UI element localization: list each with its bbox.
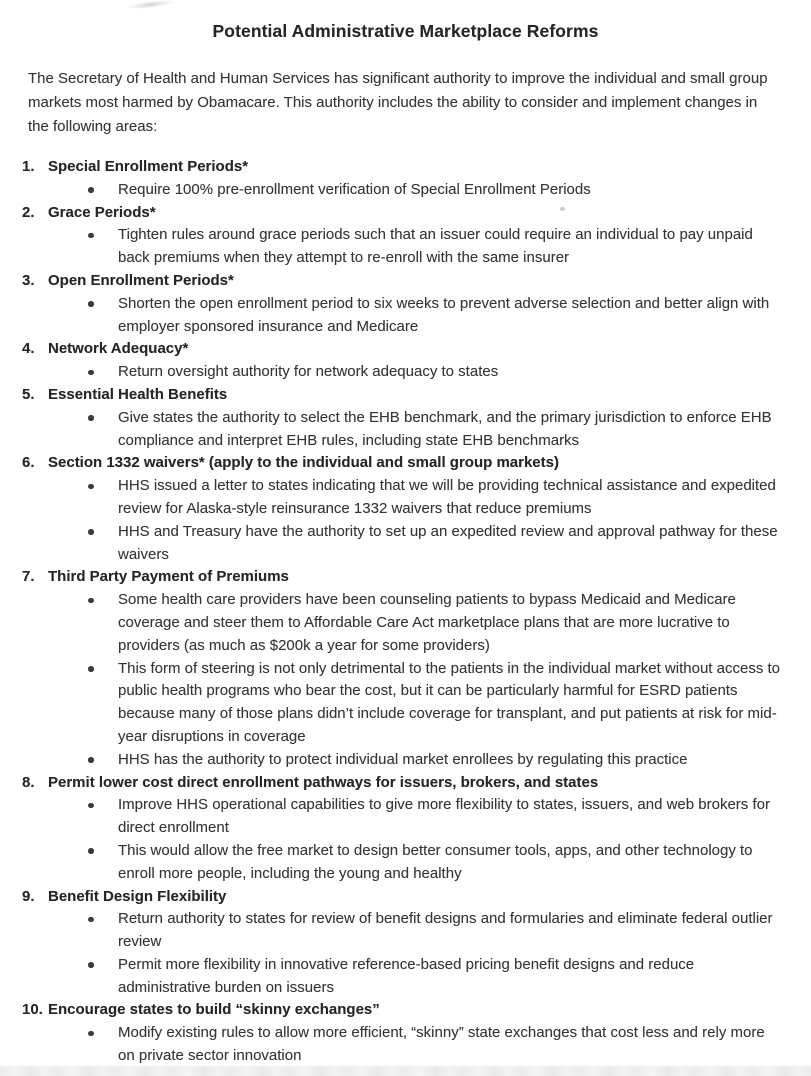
item-heading: Grace Periods*: [48, 203, 156, 221]
item-number: 1.: [22, 158, 35, 175]
item-number: 8.: [22, 773, 35, 791]
bullet-item: [0, 908, 811, 954]
list-item-4: [0, 338, 811, 384]
item-number: 2.: [22, 203, 35, 221]
item-number: 7.: [22, 568, 35, 586]
item-heading: Permit lower cost direct enrollment pathways for issuers, brokers, and states: [48, 773, 599, 791]
item-number: 6.: [22, 454, 35, 472]
bullet-text: Improve HHS operational capabilities to give more flexibility to states, issuers, and web brokers for direct enrollment: [118, 796, 770, 837]
bullet-item: [0, 954, 811, 1000]
bullet-icon: [88, 1022, 118, 1068]
item-heading: Third Party Payment of Premiums: [48, 568, 289, 586]
bullet-item: [0, 179, 811, 202]
bullet-text: HHS issued a letter to states indicating that we will be providing technical assistance and expedited review for Alaska-style reinsurance 1332 waivers that reduce premiums: [118, 477, 776, 517]
list-item-8: [0, 772, 811, 886]
bullet-icon: [88, 475, 118, 521]
bullet-text: Return authority to states for review of benefit designs and formularies and eliminate federal outlier review: [118, 910, 773, 951]
list-item-5: [0, 384, 811, 452]
bullet-text: Give states the authority to select the EHB benchmark, and the primary jurisdiction to enforce EHB compliance and interpret EHB rules, including state EHB benchmarks: [118, 408, 772, 449]
item-heading: Special Enrollment Periods*: [48, 158, 249, 175]
bullet-icon: [88, 179, 118, 202]
item-heading: Open Enrollment Periods*: [48, 271, 234, 289]
list-item-9: [0, 886, 811, 1000]
item-heading: Encourage states to build “skinny exchanges”: [48, 1001, 380, 1019]
item-number: 9.: [22, 887, 35, 905]
item-number: 3.: [22, 271, 35, 289]
item-heading: Essential Health Benefits: [48, 385, 228, 403]
page-title: Potential Administrative Marketplace Reforms: [212, 21, 599, 41]
bullet-item: [0, 521, 811, 567]
bullet-item: [0, 658, 811, 749]
list-item-7: [0, 566, 811, 771]
item-heading: Benefit Design Flexibility: [48, 887, 227, 905]
list-item-6: [0, 452, 811, 566]
bullet-icon: [88, 293, 118, 339]
list-item-2: [0, 202, 811, 270]
item-number: 5.: [22, 385, 35, 403]
bullet-icon: [88, 407, 118, 453]
bullet-text: This form of steering is not only detrimental to the patients in the individual market without access to public health programs who bear the cost, but it can be particularly harmful for ESRD patients because many of those plans didn’t include coverage for transplant, and put patients at risk for mid-year disruptions in coverage: [118, 659, 780, 745]
bullet-icon: [88, 954, 118, 1000]
bullet-text: Require 100% pre-enrollment verification of Special Enrollment Periods: [118, 180, 591, 198]
bullet-text: This would allow the free market to design better consumer tools, apps, and other technology to enroll more people, including the young and healthy: [118, 841, 753, 882]
bullet-icon: [88, 521, 118, 567]
bullet-text: Some health care providers have been counseling patients to bypass Medicaid and Medicare coverage and steer them to Affordable Care Act marketplace plans that are more lucrative to providers (as much as $200k a year for some providers): [118, 591, 736, 654]
bullet-text: Modify existing rules to allow more efficient, “skinny” state exchanges that cost less and rely more on private sector innovation: [118, 1024, 765, 1065]
list-item-3: [0, 270, 811, 338]
bullet-icon: [88, 589, 118, 657]
bullet-item: [0, 589, 811, 657]
bullet-icon: [88, 840, 118, 886]
item-number: 10.: [22, 1001, 43, 1019]
bullet-text: Tighten rules around grace periods such that an issuer could require an individual to pay unpaid back premiums when they attempt to re-enroll with the same insurer: [118, 226, 753, 267]
bullet-item: [0, 1022, 811, 1068]
item-number: 4.: [22, 340, 35, 358]
bullet-item: [0, 407, 811, 453]
bullet-text: Return oversight authority for network adequacy to states: [118, 363, 499, 381]
bullet-text: Permit more flexibility in innovative reference-based pricing benefit designs and reduce administrative burden on issuers: [118, 955, 695, 996]
bullet-item: [0, 224, 811, 270]
bullet-icon: [88, 794, 118, 840]
bullet-item: [0, 794, 811, 840]
intro-paragraph: The Secretary of Health and Human Services has significant authority to improve the individual and small group markets most harmed by Obamacare. This authority includes the ability to consider and implement changes in the following areas:: [28, 70, 768, 135]
bullet-item: [0, 293, 811, 339]
bullet-text: HHS has the authority to protect individual market enrollees by regulating this practice: [118, 750, 688, 768]
bullet-text: HHS and Treasury have the authority to set up an expedited review and approval pathway for these waivers: [118, 522, 778, 563]
bullet-item: [0, 840, 811, 886]
item-heading: Network Adequacy*: [48, 340, 189, 358]
scan-smudge-artifact: [128, 0, 175, 11]
list-item-1: [0, 156, 811, 202]
bullet-item: [0, 475, 811, 521]
reform-list: [0, 156, 811, 1068]
bullet-icon: [88, 749, 118, 772]
bullet-text: Shorten the open enrollment period to six weeks to prevent adverse selection and better align with employer sponsored insurance and Medicare: [118, 294, 770, 335]
bullet-item: [0, 749, 811, 772]
bullet-icon: [88, 361, 118, 384]
item-heading: Section 1332 waivers* (apply to the individual and small group markets): [48, 454, 559, 472]
bullet-item: [0, 361, 811, 384]
bullet-icon: [88, 224, 118, 270]
bullet-icon: [88, 658, 118, 749]
list-item-10: [0, 999, 811, 1067]
bullet-icon: [88, 908, 118, 954]
